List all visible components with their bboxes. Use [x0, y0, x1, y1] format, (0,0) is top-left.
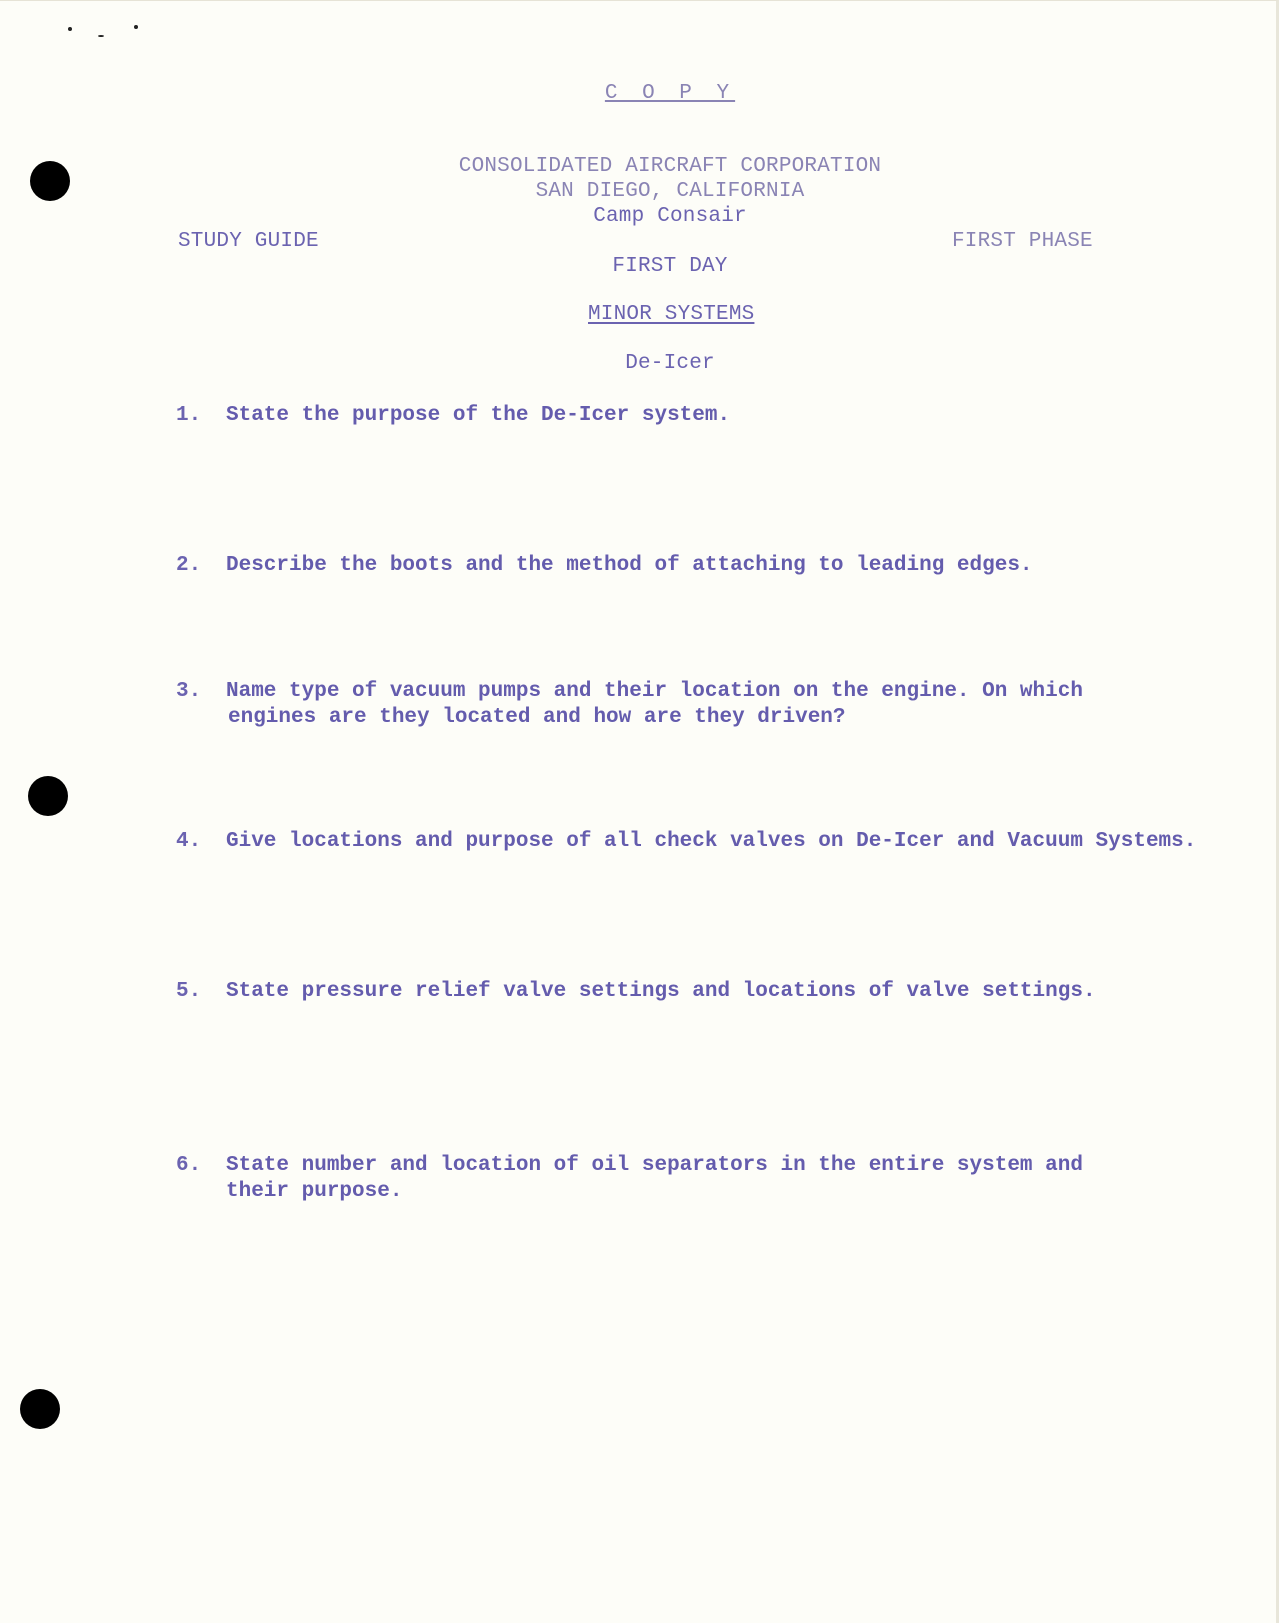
question-number: 4.: [176, 830, 202, 853]
question-number: 2.: [176, 554, 202, 577]
question-text: State pressure relief valve settings and locations of valve settings.: [226, 980, 1096, 1003]
question-number: 5.: [176, 980, 202, 1003]
question-text: State the purpose of the De-Icer system.: [226, 404, 731, 427]
company-name: CONSOLIDATED AIRCRAFT CORPORATION: [458, 155, 882, 178]
question-number: 3.: [176, 680, 202, 703]
question-number: 1.: [176, 404, 202, 427]
question-text: Name type of vacuum pumps and their location on the engine. On which: [226, 680, 1083, 703]
phase-label: FIRST PHASE: [952, 230, 1093, 253]
copy-stamp: C O P Y: [604, 82, 736, 105]
company-location: SAN DIEGO, CALIFORNIA: [535, 180, 805, 203]
ink-speck: [134, 25, 138, 29]
camp-name: Camp Consair: [593, 205, 747, 228]
day-label: FIRST DAY: [612, 255, 728, 278]
question-text: Give locations and purpose of all check valves on De-Icer and Vacuum Systems.: [226, 830, 1197, 853]
question-number: 6.: [176, 1154, 202, 1177]
question-text-continued: their purpose.: [226, 1180, 403, 1203]
section-title-text: MINOR SYSTEMS: [588, 303, 755, 326]
question-text: Describe the boots and the method of attaching to leading edges.: [226, 554, 1033, 577]
punch-hole-bottom: [20, 1389, 60, 1429]
study-guide-label: STUDY GUIDE: [178, 230, 319, 253]
ink-speck: [68, 27, 72, 31]
question-text: State number and location of oil separators in the entire system and: [226, 1154, 1083, 1177]
subsection-title: De-Icer: [625, 352, 715, 375]
ink-speck: [98, 35, 104, 37]
question-text-continued: engines are they located and how are they driven?: [228, 706, 846, 729]
section-title: [588, 302, 754, 328]
punch-hole-middle: [28, 776, 68, 816]
